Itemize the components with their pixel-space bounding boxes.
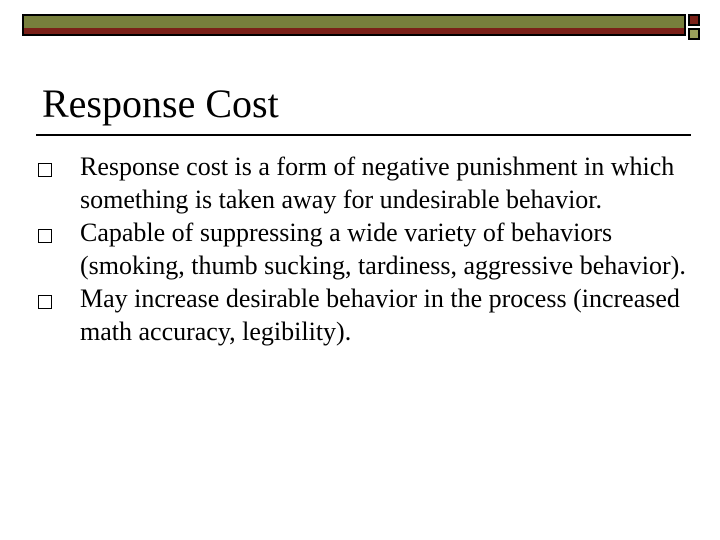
bullet-item [38,150,688,216]
bullet-item [38,282,688,348]
bullet-text: May increase desirable behavior in the process (increased math accuracy, legibility). [80,284,680,346]
slide-title: Response Cost [42,81,279,126]
header-bar-olive-band [24,16,684,28]
hollow-square-bullet-icon [38,163,52,177]
bullet-text: Capable of suppressing a wide variety of behaviors (smoking, thumb sucking, tardiness, aggressive behavior). [80,218,686,280]
header-decorative-bar [22,14,686,36]
bullet-list [38,150,688,348]
bullet-text: Response cost is a form of negative punishment in which something is taken away for undesirable behavior. [80,152,675,214]
bullet-item [38,216,688,282]
corner-square-olive [688,28,700,40]
title-divider [36,134,691,136]
hollow-square-bullet-icon [38,295,52,309]
corner-square-red [688,14,700,26]
header-bar-red-stripe [24,28,684,34]
hollow-square-bullet-icon [38,229,52,243]
